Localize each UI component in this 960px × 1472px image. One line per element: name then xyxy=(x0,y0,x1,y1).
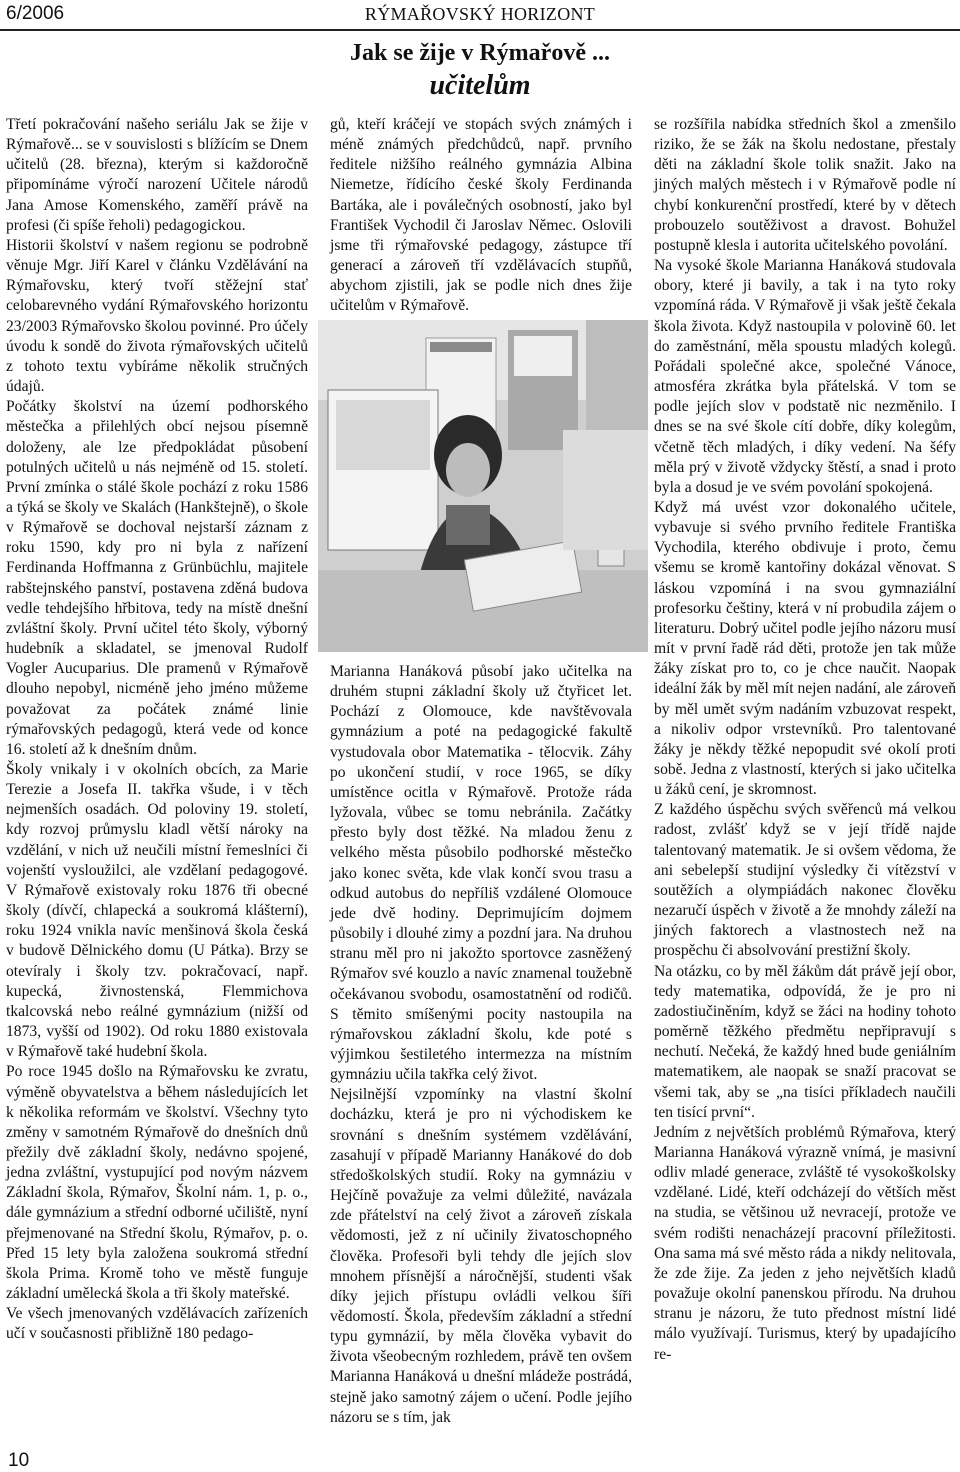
headline-title: Jak se žije v Rýmařově ... xyxy=(350,40,610,66)
teacher-photo xyxy=(318,320,648,652)
article-headline xyxy=(330,38,630,104)
paragraph: gů, kteří kráčejí ve stopách svých známých i méně známých předchůdců, např. prvního ředitele nižšího reálného gymnázia Albina Niemetze, řídícího české školy Ferdinanda Bartáka, ale i poválečných osobností, jako byl František Vychodil či Jaroslav Němec. Oslovili jsme tři rýmařovské pedagogy, zástupce tří generací a zároveň tří vzdělávacích stupňů, abychom zjistili, jak se podle nich dnes žije učitelům v Rýmařově. xyxy=(330,116,632,315)
paragraph: Počátky školství na území podhorského městečka a přilehlých obcí nejsou písemně doloženy, ale lze předpokládat působení potulných učitelů u nás nejméně od 15. století. První zmínka o stálé škole pochází z roku 1586 a týká se školy ve Skalách (Hankštejně), o škole v Rýmařově se dochoval nejstarší záznam z roku 1590, kdy pro ni byla z nařízení Ferdinanda Hoffmanna z Grünbüchlu, majitele rabštejnského panství, postavena zděná budova vedle tehdejšího hřbitova, tedy na místě dnešní zvláštní školy. První učitel této školy, výborný hudebník a skladatel, se jmenoval Rudolf Vogler Aucuparius. Dle pramenů v Rýmařově dlouho nepobyl, nicméně jeho jméno můžeme považovat za počátek známé linie rýmařovských pedagogů, která vede od konce 16. století až k dnešním dnům. xyxy=(6,398,308,758)
page-number: 10 xyxy=(8,1450,30,1471)
paragraph: Historii školství v našem regionu se podrobně věnuje Mgr. Jiří Karel v článku Vzdělávání na Rýmařovsku, který tvoří stěžejní stať celobarevného vydání Rýmařovského horizontu 23/2003 Rýmařovsko školou povinné. Pro účely úvodu k sondě do života rýmařovských učitelů z tohoto textu vybíráme několik stručných údajů. xyxy=(6,236,308,396)
header-rule xyxy=(0,29,960,31)
column-3 xyxy=(654,115,956,1365)
column-2-top xyxy=(330,115,632,317)
paragraph: Nejsilnější vzpomínky na vlastní školní docházku, která je pro ni východiskem ke srovnání s dnešním systémem vzdělávání, zasahují v případě Marianny Hanákové do dob středoškolských studií. Roky na gymnáziu v Hejčíně považuje za velmi důležité, navázala zde přátelství na celý život a zároveň získala vědomosti, jež z ní učinily živatoschopného člověka. Profesoři byli tehdy dle jejích slov mnohem přísnější a náročnější, studenti však díky jejich přístupu ovládli velkou šíři vědomostí. Škola, především základní a střední typu gymnázií, by měla člověka vybavit do života všeobecným rozhledem, právě ten ovšem Marianna Hanáková u dnešní mládeže postrádá, stejně jako samotný zájem o učení. Podle jejího názoru se s tím, jak xyxy=(330,1086,632,1426)
column-1 xyxy=(6,115,308,1345)
page-header xyxy=(0,0,960,30)
paragraph: Školy vnikaly i v okolních obcích, za Marie Terezie a Josefa II. takřka všude, i v těch nejmenších osadách. Od poloviny 19. století, kdy rozvoj průmyslu kladl větší nároky na vzdělání, v nich už neučili místní řemeslníci či vojenští vysloužilci, ale vzdělaní pedagogové. V Rýmařově existovaly roku 1876 tři obecné školy (dívčí, chlapecká a soukromá klášterní), roku 1924 vnikla navíc menšinová škola česká v budově Dělnického domu (U Pátka). Brzy se otevíraly i školy tzv. pokračovací, např. kupecká, živnostenská, Flemmichova tkalcovská nebo reálné gymnázium (nižší od 1873, vyšší od 1902). Od roku 1880 existovala v Rýmařově také hudební škola. xyxy=(6,761,308,1061)
headline-subtitle: učitelům xyxy=(429,70,531,101)
issue-number: 6/2006 xyxy=(6,3,65,24)
paragraph: se rozšířila nabídka středních škol a zmenšilo riziko, že se žák na školu nedostane, přestaly děti na základní škole tolik snažit. Jako na jiných malých městech i v Rýmařově podle ní chybí konkurenční prostředí, které by v dětech probouzelo soutěživost a dravost. Bohužel postupně klesla i autorita učitelského povolání. xyxy=(654,116,956,254)
paragraph: Když má uvést vzor dokonalého učitele, vybavuje si svého prvního ředitele Františka Vychodila, kterého obdivuje i proto, čemu všemu se kromě kantořiny dokázal věnovat. S láskou vzpomíná i na svou gymnaziální profesorku češtiny, která v ní probudila zájem o literaturu. Dobrý učitel podle jejího názoru musí mít v první řadě rád děti, protože jen tak může žáky získat pro to, co je chce naučit. Naopak ideální žák by měl mít nejen nadání, ale zároveň by měl umět svým nadáním vzbuzovat respekt, a nikoliv odpor vrstevníků. Pro talentované žáky je někdy těžké nepopudit své okolí proti sobě. Jedna z vlastností, kterých si jako učitelka u žáků cení, je skromnost. xyxy=(654,498,956,799)
masthead-title: RÝMAŘOVSKÝ HORIZONT xyxy=(364,4,596,24)
paragraph: Po roce 1945 došlo na Rýmařovsku ke zvratu, výměně obyvatelstva a během následujících let k několika reformám ve školství. Všechny tyto změny v samotném Rýmařově do dnešních dnů přežily dvě základní školy, nedávno spojené, jedna zvláštní, vystupující pod novým názvem Základní škola, Rýmařov, Školní nám. 1, p. o., dále gymnázium a střední odborné učiliště, nyní přejmenované na Střední školu, Rýmařov, p. o. Před 15 lety byla založena soukromá střední škola Prima. Kromě toho ve městě funguje základní umělecká škola a tři školy mateřské. xyxy=(6,1063,308,1303)
paragraph: Marianna Hanáková působí jako učitelka na druhém stupni základní školy už čtyřicet let. Pochází z Olomouce, kde navštěvovala gymnázium a poté na pedagogické fakultě vystudovala obor Matematika - tělocvik. Záhy po ukončení studií, v roce 1965, se díky umístěnce ocitla v Rýmařově. Protože ráda lyžovala, vůbec se tomu nebránila. Začátky přesto byly dost těžké. Na mladou ženu z velkého města působilo podhorské městečko jako konec světa, kde vlak končí svou trasu a odkud autobus do nepříliš vzdálené Olomouce jede dvě hodiny. Deprimujícím dojmem působily i dlouhé zimy a pozdní jara. Na druhou stranu měl pro ni jakožto sportovce zasněžený Rýmařov své kouzlo a navíc znamenal toužebně očekávanou svobodu, osamostatnění od rodičů. S těmito smíšenými pocity nastoupila na rýmařovskou základní školu, kde poté s výjimkou šestiletého intermezza na místním gymnáziu učila takřka celý život. xyxy=(330,663,632,1084)
paragraph: Jedním z největších problémů Rýmařova, který Marianna Hanáková výrazně vnímá, je masivní odliv mladé generace, zvláště té vysokoškolsky vzdělané. Lidé, kteří odcházejí do větších měst na studia, se většinou už nevracejí, protože ve svém rodišti nenacházejí pracovní příležitosti. Ona sama má své město ráda a nikdy nelitovala, že zde žije. Za jeden z jeho největších kladů považuje okolní panenskou přírodu. Na druhou stranu je názoru, že tuto přednost místní lidé málo využívají. Turismus, který by upadajícího re- xyxy=(654,1123,956,1363)
paragraph: Ve všech jmenovaných vzdělávacích zařízeních učí v současnosti přibližně 180 pedago- xyxy=(6,1305,308,1343)
paragraph: Z každého úspěchu svých svěřenců má velkou radost, zvlášť když se v její třídě najde talentovaný matematik. Je si ovšem vědoma, že ani sebelepší studijní výsledky či vítězství v soutěžích a olympiádách nakonec člověku nezaručí úspěch v životě a že mnohdy záleží na jiných faktorech a vlastnostech než na prospěchu či absolvování prestižní školy. xyxy=(654,801,956,960)
paragraph: Na vysoké škole Marianna Hanáková studovala obory, které ji bavily, a tak i na tyto roky vzpomíná ráda. V Rýmařově ji však ještě čekala škola života. Když nastoupila v polovině 60. let do zaměstnání, měla spoustu mladých kolegů. Pořádali společné akce, společné Vánoce, atmosféra zkrátka byla přátelská. V tom se podle jejích slov v podstatě nic nezměnilo. I dnes se na své škole cítí dobře, díky kolegům, včetně těch mladých, i díky vedení. Na šéfy měla prý v životě vždycky štěstí, a snad i proto byla a dosud je ve svém povolání spokojená. xyxy=(654,257,956,496)
column-2-bottom xyxy=(330,662,632,1428)
paragraph: Třetí pokračování našeho seriálu Jak se žije v Rýmařově... se v souvislosti s blížícím se Dnem učitelů (28. března), kterým si každoročně připomínáme výročí narození Učitele národů Jana Amose Komenského, zaměří právě na profesi (či spíše řeholi) pedagogickou. xyxy=(6,116,308,234)
paragraph: Na otázku, co by měl žákům dát právě její obor, tedy matematika, odpovídá, že je pro ni zadostiučiněním, když se žáci na hodiny tohoto poměrně těžkého předmětu nepřipravují s nechutí. Nečeká, že každý hned bude geniálním matematikem, ale naopak se snaží pracovat se všemi tak, aby se „na tisíci příkladech naučili ten tisící první“. xyxy=(654,962,956,1121)
